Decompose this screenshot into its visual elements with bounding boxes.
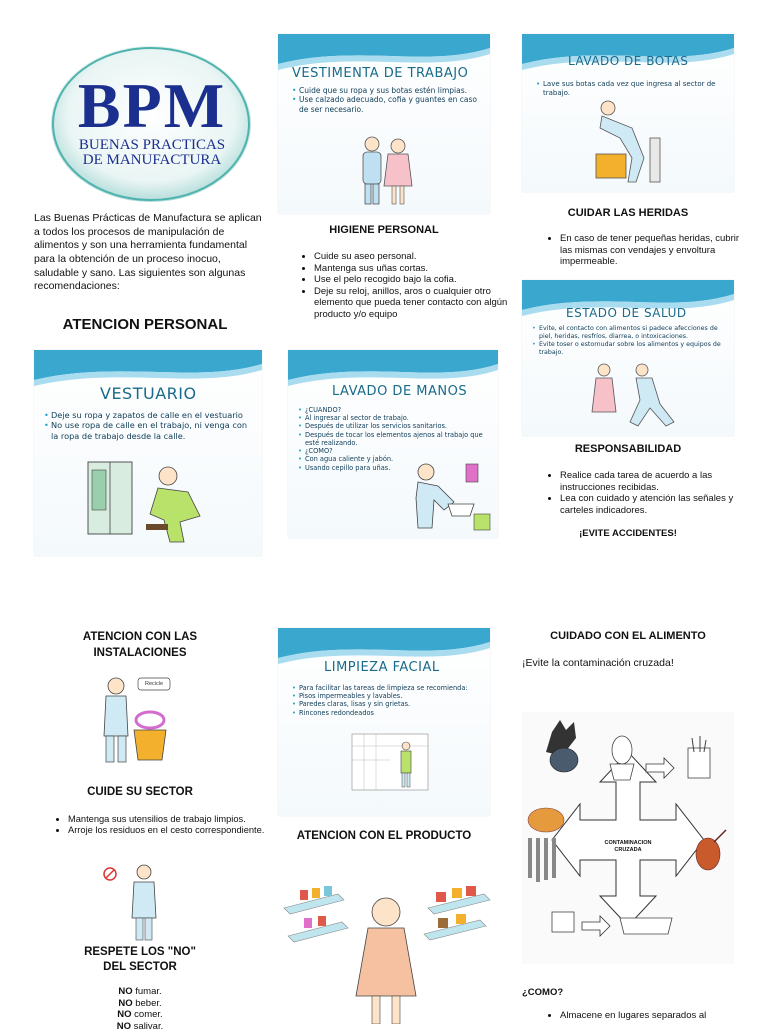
list-item: • Arroje los residuos en el cesto correspondiente. <box>68 825 268 836</box>
shelves-illustration <box>278 880 500 1024</box>
bullet-item: • ¿CUANDO? <box>298 406 494 414</box>
list-item: • Mantenga sus utensilios de trabajo limpios. <box>68 814 268 825</box>
bullet-item: • Use calzado adecuado, cofia y guantes en caso de ser necesario. <box>292 95 482 114</box>
slide-bullets <box>292 86 482 114</box>
slide-bullets <box>292 684 482 717</box>
logo-letters: BPM <box>62 74 242 138</box>
list-item: • Realice cada tarea de acuerdo a las instrucciones recibidas. <box>560 470 756 493</box>
heridas-list <box>538 233 750 268</box>
diagram-svg <box>522 712 734 964</box>
bullet-item: • Para facilitar las tareas de limpieza se recomienda: <box>292 684 482 692</box>
higiene-list <box>292 251 514 320</box>
hand-washing-illustration <box>404 458 494 534</box>
slide-title: LAVADO DE BOTAS <box>568 54 688 68</box>
cuide-sector-list <box>46 814 268 837</box>
diagram-center-label-1: CONTAMINACION <box>584 840 672 847</box>
list-item: • Lea con cuidado y atención las señales y carteles indicadores. <box>560 493 756 516</box>
slide-botas <box>522 34 734 192</box>
slide-title: VESTIMENTA DE TRABAJO <box>292 66 468 81</box>
recycle-sign: Recicle <box>140 680 168 688</box>
responsabilidad-heading: RESPONSABILIDAD <box>522 442 734 457</box>
intro-text: Las Buenas Prácticas de Manufactura se aplican a todos los procesos de manipulación de alimentos y son una herramienta fundamental para la obtención de un proceso inocuo, saludable y sano. Las siguientes son algunas recomendaciones: <box>34 212 266 294</box>
bullet-item: • No use ropa de calle en el trabajo, ni venga con la ropa de trabajo desde la calle. <box>44 420 256 441</box>
como-heading: ¿COMO? <box>522 987 563 998</box>
diagram-center-label-2: CRUZADA <box>584 847 672 854</box>
no-smoking-illustration <box>98 862 168 944</box>
bullet-item: • Usando cepillo para uñas. <box>298 464 494 472</box>
bullet-item: • Evite toser o estornudar sobre los alimentos y equipos de trabajo. <box>532 341 728 357</box>
recycle-illustration <box>94 672 176 768</box>
bpm-logo <box>48 42 254 204</box>
instalaciones-heading-2: INSTALACIONES <box>34 646 246 662</box>
heridas-heading: CUIDAR LAS HERIDAS <box>522 206 734 221</box>
higiene-heading: HIGIENE PERSONAL <box>278 223 490 238</box>
sick-workers-illustration <box>590 360 686 430</box>
no-list <box>34 986 246 1032</box>
no-item: NO fumar. <box>34 986 246 998</box>
slide-manos <box>288 350 498 538</box>
locker-room-illustration <box>84 458 214 548</box>
bullet-item: • ¿COMO? <box>298 447 494 455</box>
bullet-item: • Rincones redondeados <box>292 709 482 717</box>
como-list <box>538 1010 756 1022</box>
bullet-item: • Después de tocar los elementos ajenos al trabajo que esté realizando. <box>298 431 494 447</box>
bullet-item: • Evite, el contacto con alimentos si padece afecciones de piel, heridas, resfríos, diarrea, o intoxicaciones. <box>532 325 728 341</box>
slide-vestuario <box>34 350 262 556</box>
alimento-subtitle: ¡Evite la contaminación cruzada! <box>522 657 734 671</box>
slide-salud <box>522 280 734 436</box>
bullet-item: • Después de utilizar los servicios sanitarios. <box>298 422 494 430</box>
workers-illustration <box>354 134 418 210</box>
alimento-heading: CUIDADO CON EL ALIMENTO <box>522 629 734 644</box>
list-item: • Almacene en lugares separados al <box>560 1010 756 1022</box>
tiled-room-illustration <box>350 732 430 792</box>
no-item: NO comer. <box>34 1009 246 1021</box>
cross-contamination-diagram <box>522 712 734 964</box>
list-item: • En caso de tener pequeñas heridas, cubrir las mismas con vendajes y envoltura impermeable. <box>560 233 750 268</box>
evite-accidentes: ¡EVITE ACCIDENTES! <box>522 528 734 541</box>
slide-bullets <box>532 325 728 356</box>
slide-bullets <box>536 80 726 98</box>
list-item: • Use el pelo recogido bajo la cofia. <box>314 274 514 286</box>
boot-washing-illustration <box>592 98 672 188</box>
slide-title: ESTADO DE SALUD <box>566 306 687 320</box>
bullet-item: • Al ingresar al sector de trabajo. <box>298 414 494 422</box>
bullet-item: • Pisos impermeables y lavables. <box>292 692 482 700</box>
slide-title: LIMPIEZA FACIAL <box>324 660 440 675</box>
instalaciones-heading-1: ATENCION CON LAS <box>34 630 246 646</box>
bullet-item: • Lave sus botas cada vez que ingresa al sector de trabajo. <box>536 80 726 98</box>
list-item: • Deje su reloj, anillos, aros o cualquier otro elemento que pueda tener contacto con algún producto y/o equipo <box>314 286 514 321</box>
bullet-item: • Deje su ropa y zapatos de calle en el vestuario <box>44 410 256 420</box>
respete-no-heading-2: DEL SECTOR <box>34 960 246 976</box>
bullet-item: • Con agua caliente y jabón. <box>298 455 494 463</box>
list-item: • Cuide su aseo personal. <box>314 251 514 263</box>
atencion-personal-heading: ATENCION PERSONAL <box>34 316 256 333</box>
list-item: • Mantenga sus uñas cortas. <box>314 263 514 275</box>
slide-title: VESTUARIO <box>100 384 197 403</box>
slide-bullets <box>44 410 256 441</box>
respete-no-heading-1: RESPETE LOS "NO" <box>34 945 246 961</box>
producto-heading: ATENCION CON EL PRODUCTO <box>278 829 490 845</box>
no-item: NO beber. <box>34 998 246 1010</box>
logo-subtitle-2: DE MANUFACTURA <box>62 153 242 168</box>
slide-title: LAVADO DE MANOS <box>332 384 467 399</box>
slide-vestimenta <box>278 34 490 214</box>
cuide-sector-heading: CUIDE SU SECTOR <box>34 785 246 801</box>
worker-no-svg <box>98 862 168 944</box>
no-item: NO salivar. <box>34 1021 246 1032</box>
bullet-item: • Paredes claras, lisas y sin grietas. <box>292 700 482 708</box>
responsabilidad-list <box>538 470 756 516</box>
slide-limpieza <box>278 628 490 816</box>
bullet-item: • Cuide que su ropa y sus botas estén limpias. <box>292 86 482 95</box>
logo-subtitle-1: BUENAS PRACTICAS <box>62 138 242 153</box>
